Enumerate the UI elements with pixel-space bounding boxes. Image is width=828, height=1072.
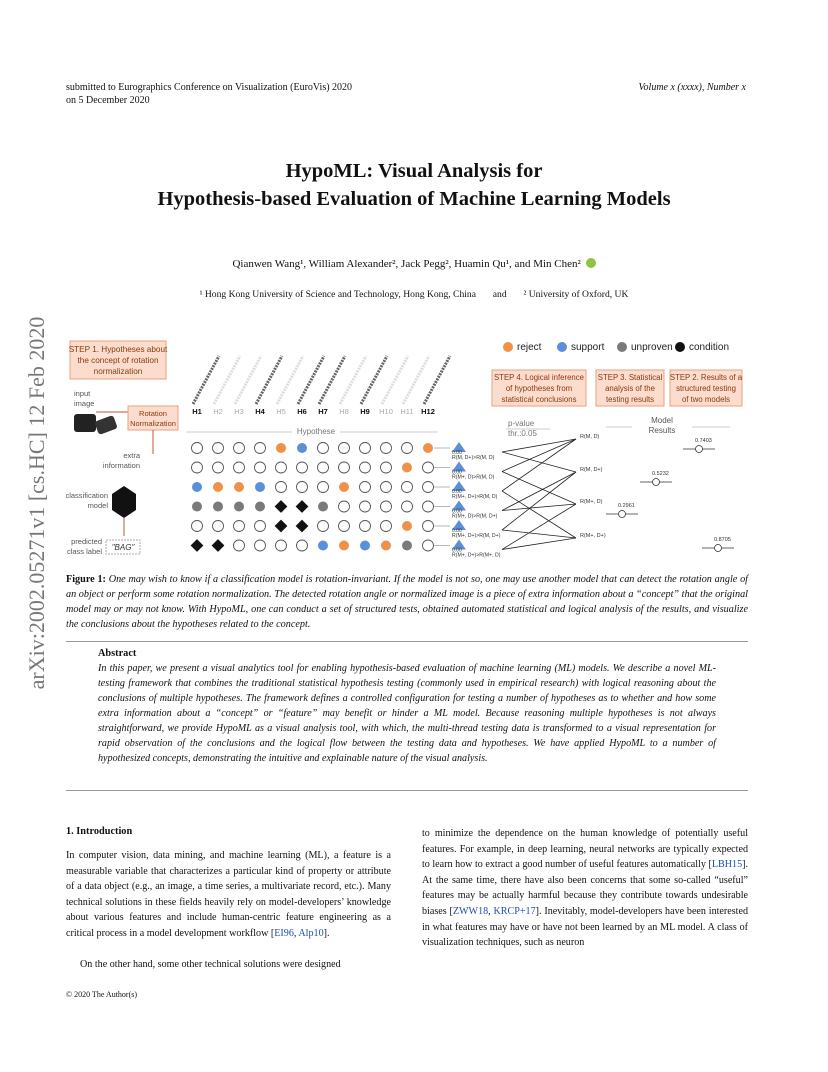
legend-unproven-icon <box>617 342 627 352</box>
hypothesis-empty-marker <box>234 540 245 551</box>
comparison-result-link <box>502 439 576 452</box>
hypothesis-empty-marker <box>255 521 266 532</box>
hypothesis-description-text <box>382 356 408 404</box>
hypothesis-column-label: H1 <box>192 407 202 416</box>
hypothesis-description-text <box>235 356 261 404</box>
hypothesis-empty-marker <box>339 443 350 454</box>
hypothesis-empty-marker <box>402 482 413 493</box>
reject-marker <box>213 482 223 492</box>
intro-paragraph-2: On the other hand, some other technical solutions were designed <box>80 959 341 970</box>
hypothesis-empty-marker <box>297 540 308 551</box>
figure-1 <box>66 336 748 568</box>
hypothesis-empty-marker <box>381 462 392 473</box>
caption-text: One may wish to know if a classification model is rotation-invariant. If the model is not so, one may use another model that can detect the rotation angle of an object or perform some rotation normalization. The detected rotation angle or normalized image is a piece of extra information about a “concept” that the original model may or may not know. With HypoML, one can conduct a set of structured tests, obtained automated statistical and logical analysis of the results, and visualize the conclusions about the hypotheses related to the concept. <box>66 574 749 630</box>
result-label: R(M+, D) <box>580 499 603 505</box>
result-point <box>619 511 626 518</box>
hypothesis-column-label: H11 <box>400 407 414 416</box>
model-results-label: Results <box>648 426 676 435</box>
hypothesis-empty-marker <box>213 443 224 454</box>
figure-1-graphic <box>66 336 748 568</box>
reject-marker <box>276 443 286 453</box>
input-image-label: input <box>74 389 91 398</box>
comparison-label: R(M+, D)>R(M, D+) <box>452 513 498 520</box>
support-marker <box>297 443 307 453</box>
hypothesis-empty-marker <box>381 501 392 512</box>
result-label: R(M, D) <box>580 434 600 440</box>
rotation-label: Normalization <box>130 419 176 428</box>
hypothesis-empty-marker <box>255 462 266 473</box>
comparison-label: R(M+, D+)>R(M, D) <box>452 494 498 500</box>
hypothesis-description-text <box>361 356 387 404</box>
copyright-footer: © 2020 The Author(s) <box>66 990 138 999</box>
predicted-label: predicted <box>71 537 102 546</box>
arxiv-stamp[interactable]: arXiv:2002.05271v1 [cs.HC] 12 Feb 2020 <box>24 316 49 690</box>
hypothesis-empty-marker <box>318 482 329 493</box>
hypothesis-description-text <box>193 356 219 404</box>
header-volume: Volume x (xxxx), Number x <box>638 82 746 93</box>
hypothesis-empty-marker <box>318 443 329 454</box>
header-venue-line2: on 5 December 2020 <box>66 95 150 106</box>
hypothesis-empty-marker <box>381 521 392 532</box>
figure-caption <box>66 572 748 632</box>
comparison-result-link <box>502 472 576 505</box>
step3-label: testing results <box>605 395 655 404</box>
hypothesis-column-label: H3 <box>234 407 244 416</box>
step3-label: analysis of the <box>605 384 655 393</box>
extra-info-label: information <box>102 461 140 470</box>
hypothesis-empty-marker <box>192 521 203 532</box>
model-results-label: Model <box>651 416 673 425</box>
classification-model-label: model <box>87 501 108 510</box>
hypothesis-description-text <box>298 356 324 404</box>
intro-paragraph-1-text: In computer vision, data mining, and machine learning (ML), a feature is a measurable variable that characterizes a particular kind of property or attribute of a data object (e.g., an image, a time series, a multivariate record, etc.). Many technical solutions in these fields heavily rely on model-developers’ knowledge about various features and include human-centric feature engineering as a critical process in a model development workflow [EI96, Alp10]. <box>66 850 391 939</box>
p-value-threshold: thr.:0.05 <box>508 429 537 438</box>
hypothesis-column-label: H6 <box>297 407 307 416</box>
hypothesis-empty-marker <box>234 443 245 454</box>
hypothesis-empty-marker <box>192 443 203 454</box>
hypothesis-column-label: H2 <box>213 407 223 416</box>
hypothesis-empty-marker <box>318 521 329 532</box>
title-line-2: Hypothesis-based Evaluation of Machine Learning Models <box>157 188 671 210</box>
reject-marker <box>381 541 391 551</box>
classification-model-label: classification <box>66 491 108 500</box>
hypothesis-description-text <box>277 356 303 404</box>
hypothesis-description-text <box>214 356 240 404</box>
support-marker <box>318 541 328 551</box>
hypothesis-empty-marker <box>360 521 371 532</box>
hypothesis-empty-marker <box>234 521 245 532</box>
hypothesis-empty-marker <box>402 501 413 512</box>
unproven-marker <box>192 502 202 512</box>
condition-marker <box>275 500 288 513</box>
hypothesis-empty-marker <box>276 482 287 493</box>
hypothesis-empty-marker <box>276 540 287 551</box>
hypothesis-column-label: H5 <box>276 407 286 416</box>
reject-marker <box>402 521 412 531</box>
hypothesis-empty-marker <box>339 462 350 473</box>
hypothesis-column-label: H7 <box>318 407 328 416</box>
section-heading: 1. Introduction <box>66 826 133 837</box>
result-point <box>696 446 703 453</box>
author-list: Qianwen Wang¹, William Alexander², Jack Pegg², Huamin Qu¹, and Min Chen² <box>232 258 581 270</box>
comparison-result-link <box>502 439 576 491</box>
comparison-result-link <box>502 538 576 550</box>
unproven-marker <box>402 541 412 551</box>
comparison-label: R(M+, D+)>R(M, D+) <box>452 533 501 539</box>
input-image-label: image <box>74 399 95 408</box>
result-value: 0.7403 <box>695 438 712 444</box>
step4-label: STEP 4. Logical inference <box>493 373 585 382</box>
hypothesis-empty-marker <box>255 443 266 454</box>
extra-info-label: extra <box>123 451 140 460</box>
hypothesis-empty-marker <box>360 482 371 493</box>
title-line-1: HypoML: Visual Analysis for <box>285 160 543 182</box>
legend-support-label: support <box>571 342 605 353</box>
reject-marker <box>402 463 412 473</box>
p-value-number: 0.00 <box>452 547 462 554</box>
predicted-value: "BAG" <box>111 543 135 552</box>
predicted-label: class label <box>66 547 102 556</box>
result-value: 0.8705 <box>714 537 731 543</box>
result-value: 0.5232 <box>652 471 669 477</box>
hypothesis-description-text <box>319 356 345 404</box>
p-value-number: 0.00 <box>452 528 462 534</box>
rotated-bag-icon <box>94 415 118 435</box>
legend-reject-icon <box>503 342 513 352</box>
intro-paragraph-1 <box>66 848 391 942</box>
condition-marker <box>296 500 309 513</box>
unproven-marker <box>255 502 265 512</box>
hypothesis-description-text <box>340 356 366 404</box>
p-value-label: p-value <box>508 419 535 428</box>
result-point <box>653 479 660 486</box>
condition-marker <box>191 539 204 552</box>
affiliation-2: ² University of Oxford, UK <box>523 289 629 300</box>
step4-label: statistical conclusions <box>501 395 577 404</box>
bag-image-icon <box>74 414 96 432</box>
legend-condition-icon <box>675 342 685 352</box>
hypothesis-empty-marker <box>423 501 434 512</box>
result-label: R(M+, D+) <box>580 533 606 539</box>
paper-title <box>60 157 768 213</box>
comparison-result-link <box>502 472 576 530</box>
hypothesis-description-text <box>256 356 282 404</box>
hypothesis-column-label: H10 <box>379 407 393 416</box>
header-venue-line1: submitted to Eurographics Conference on Visualization (EuroVis) 2020 <box>66 82 353 93</box>
unproven-marker <box>234 502 244 512</box>
p-value-number: 0.00 <box>452 508 462 515</box>
hypothesis-empty-marker <box>318 462 329 473</box>
hypothesis-column-label: H9 <box>360 407 370 416</box>
citation-link[interactable]: LBH15 <box>711 859 743 871</box>
comparison-result-link <box>502 504 576 550</box>
support-marker <box>255 482 265 492</box>
divider-bottom <box>66 790 748 791</box>
reject-marker <box>423 443 433 453</box>
caption-label: Figure 1: <box>66 574 106 585</box>
p-value-number: 0.00 <box>452 450 462 456</box>
hypothesis-description-text <box>403 356 429 404</box>
hypothesis-empty-marker <box>339 521 350 532</box>
hypothesis-empty-marker <box>381 443 392 454</box>
reject-marker <box>339 482 349 492</box>
authors <box>0 258 828 270</box>
affiliation-1: ¹ Hong Kong University of Science and Technology, Hong Kong, China <box>199 289 476 300</box>
abstract-heading: Abstract <box>98 648 137 659</box>
result-value: 0.2961 <box>618 503 635 509</box>
reject-marker <box>339 541 349 551</box>
unproven-marker <box>213 502 223 512</box>
p-value-number: 0.00 <box>452 469 462 476</box>
step3-label: STEP 3. Statistical <box>597 373 663 382</box>
legend-reject-label: reject <box>517 342 542 353</box>
legend-condition-label: condition <box>689 342 730 353</box>
hypothesis-empty-marker <box>339 501 350 512</box>
reject-marker <box>234 482 244 492</box>
step1-label: the concept of rotation <box>77 356 159 365</box>
result-label: R(M, D+) <box>580 467 603 473</box>
hypothesis-empty-marker <box>213 462 224 473</box>
hypothesis-empty-marker <box>360 462 371 473</box>
citation-link[interactable]: KRCP+17 <box>493 905 536 917</box>
legend-unproven-label: unproven <box>631 342 673 353</box>
hypothesis-empty-marker <box>423 462 434 473</box>
abstract-text: In this paper, we present a visual analytics tool for enabling hypothesis-based evaluation of machine learning (ML) models. We describe a novel ML-testing framework that combines the traditional statistical hypothesis testing (commonly used in empirical research) with logical reasoning about the conclusions of multiple hypotheses. The framework defines a controlled configuration for testing a number of hypotheses as to whether and how some extra information about a “concept” or “feature” may benefit or hinder a ML model. Because reasoning multiple hypotheses is not always straightforward, we provide HypoML as a visual analysis tool, with which, the multi-thread testing data is transformed to a visual representation for rapid observation of the conclusions and the logical flow between the testing data and hypotheses. We have applied HypoML to a number of hypothesized concepts, demonstrating the intuitive and explainable nature of the visual analysis. <box>98 663 716 764</box>
hypothesis-empty-marker <box>423 521 434 532</box>
hypothesis-empty-marker <box>402 443 413 454</box>
hypothesis-empty-marker <box>360 501 371 512</box>
hypothesis-empty-marker <box>255 540 266 551</box>
hypothesis-empty-marker <box>423 482 434 493</box>
condition-marker <box>275 520 288 533</box>
step1-label: STEP 1. Hypotheses about <box>68 345 168 354</box>
comparison-label: R(M+, D+)>R(M+, D) <box>452 552 501 559</box>
hypothesis-axis-label: Hypothese <box>296 427 336 436</box>
hypothesis-empty-marker <box>213 521 224 532</box>
hypothesis-empty-marker <box>297 482 308 493</box>
citation-link[interactable]: ZWW18 <box>452 905 489 917</box>
header-venue <box>66 81 352 107</box>
step2-label: structured testing <box>676 384 736 393</box>
hypothesis-empty-marker <box>192 462 203 473</box>
legend-support-icon <box>557 342 567 352</box>
rotation-label: Rotation <box>139 409 167 418</box>
hypothesis-empty-marker <box>234 462 245 473</box>
support-marker <box>192 482 202 492</box>
step1-label: normalization <box>93 367 143 376</box>
affiliation-and: and <box>492 289 507 300</box>
orcid-icon[interactable] <box>586 258 596 268</box>
hypothesis-empty-marker <box>297 462 308 473</box>
hypothesis-description-text <box>424 356 450 404</box>
unproven-marker <box>318 502 328 512</box>
hypothesis-empty-marker <box>381 482 392 493</box>
affiliations <box>0 289 828 300</box>
hypothesis-column-label: H4 <box>255 407 265 416</box>
step2-label: STEP 2. Results of a <box>669 373 743 382</box>
citation-link[interactable]: Alp10 <box>298 927 324 939</box>
step4-label: of hypotheses from <box>505 384 573 393</box>
comparison-label: R(M+, D)>R(M, D) <box>452 474 495 481</box>
hypothesis-empty-marker <box>276 462 287 473</box>
citation-link[interactable]: EI96 <box>274 927 294 939</box>
condition-marker <box>212 539 225 552</box>
condition-marker <box>296 520 309 533</box>
right-column-paragraph: to minimize the dependence on the human knowledge of potentially useful features. For example, in deep learning, neural networks are typically expected to learn how to extract a good number of useful features automatically [LBH15]. At the same time, there have also been concerns that some so-called “useful” features may be actually harmful because they contribute towards undesirable biases [ZWW18, KRCP+17]. Inevitably, model-developers have been interested in what features may have or have not been learned by an ML model. A class of visualization techniques, such as neuron <box>422 828 748 949</box>
step2-label: of two models <box>681 395 731 404</box>
hypothesis-column-label: H8 <box>339 407 349 416</box>
hypothesis-empty-marker <box>423 540 434 551</box>
support-marker <box>360 541 370 551</box>
hypothesis-empty-marker <box>360 443 371 454</box>
right-column-text <box>422 826 748 951</box>
hypothesis-column-label: H12 <box>421 407 435 416</box>
comparison-label: R(M, D+)>R(M, D) <box>452 455 495 461</box>
result-point <box>715 545 722 552</box>
divider-top <box>66 641 748 642</box>
model-cube-icon <box>112 486 136 518</box>
p-value-number: 0.00 <box>452 489 462 495</box>
